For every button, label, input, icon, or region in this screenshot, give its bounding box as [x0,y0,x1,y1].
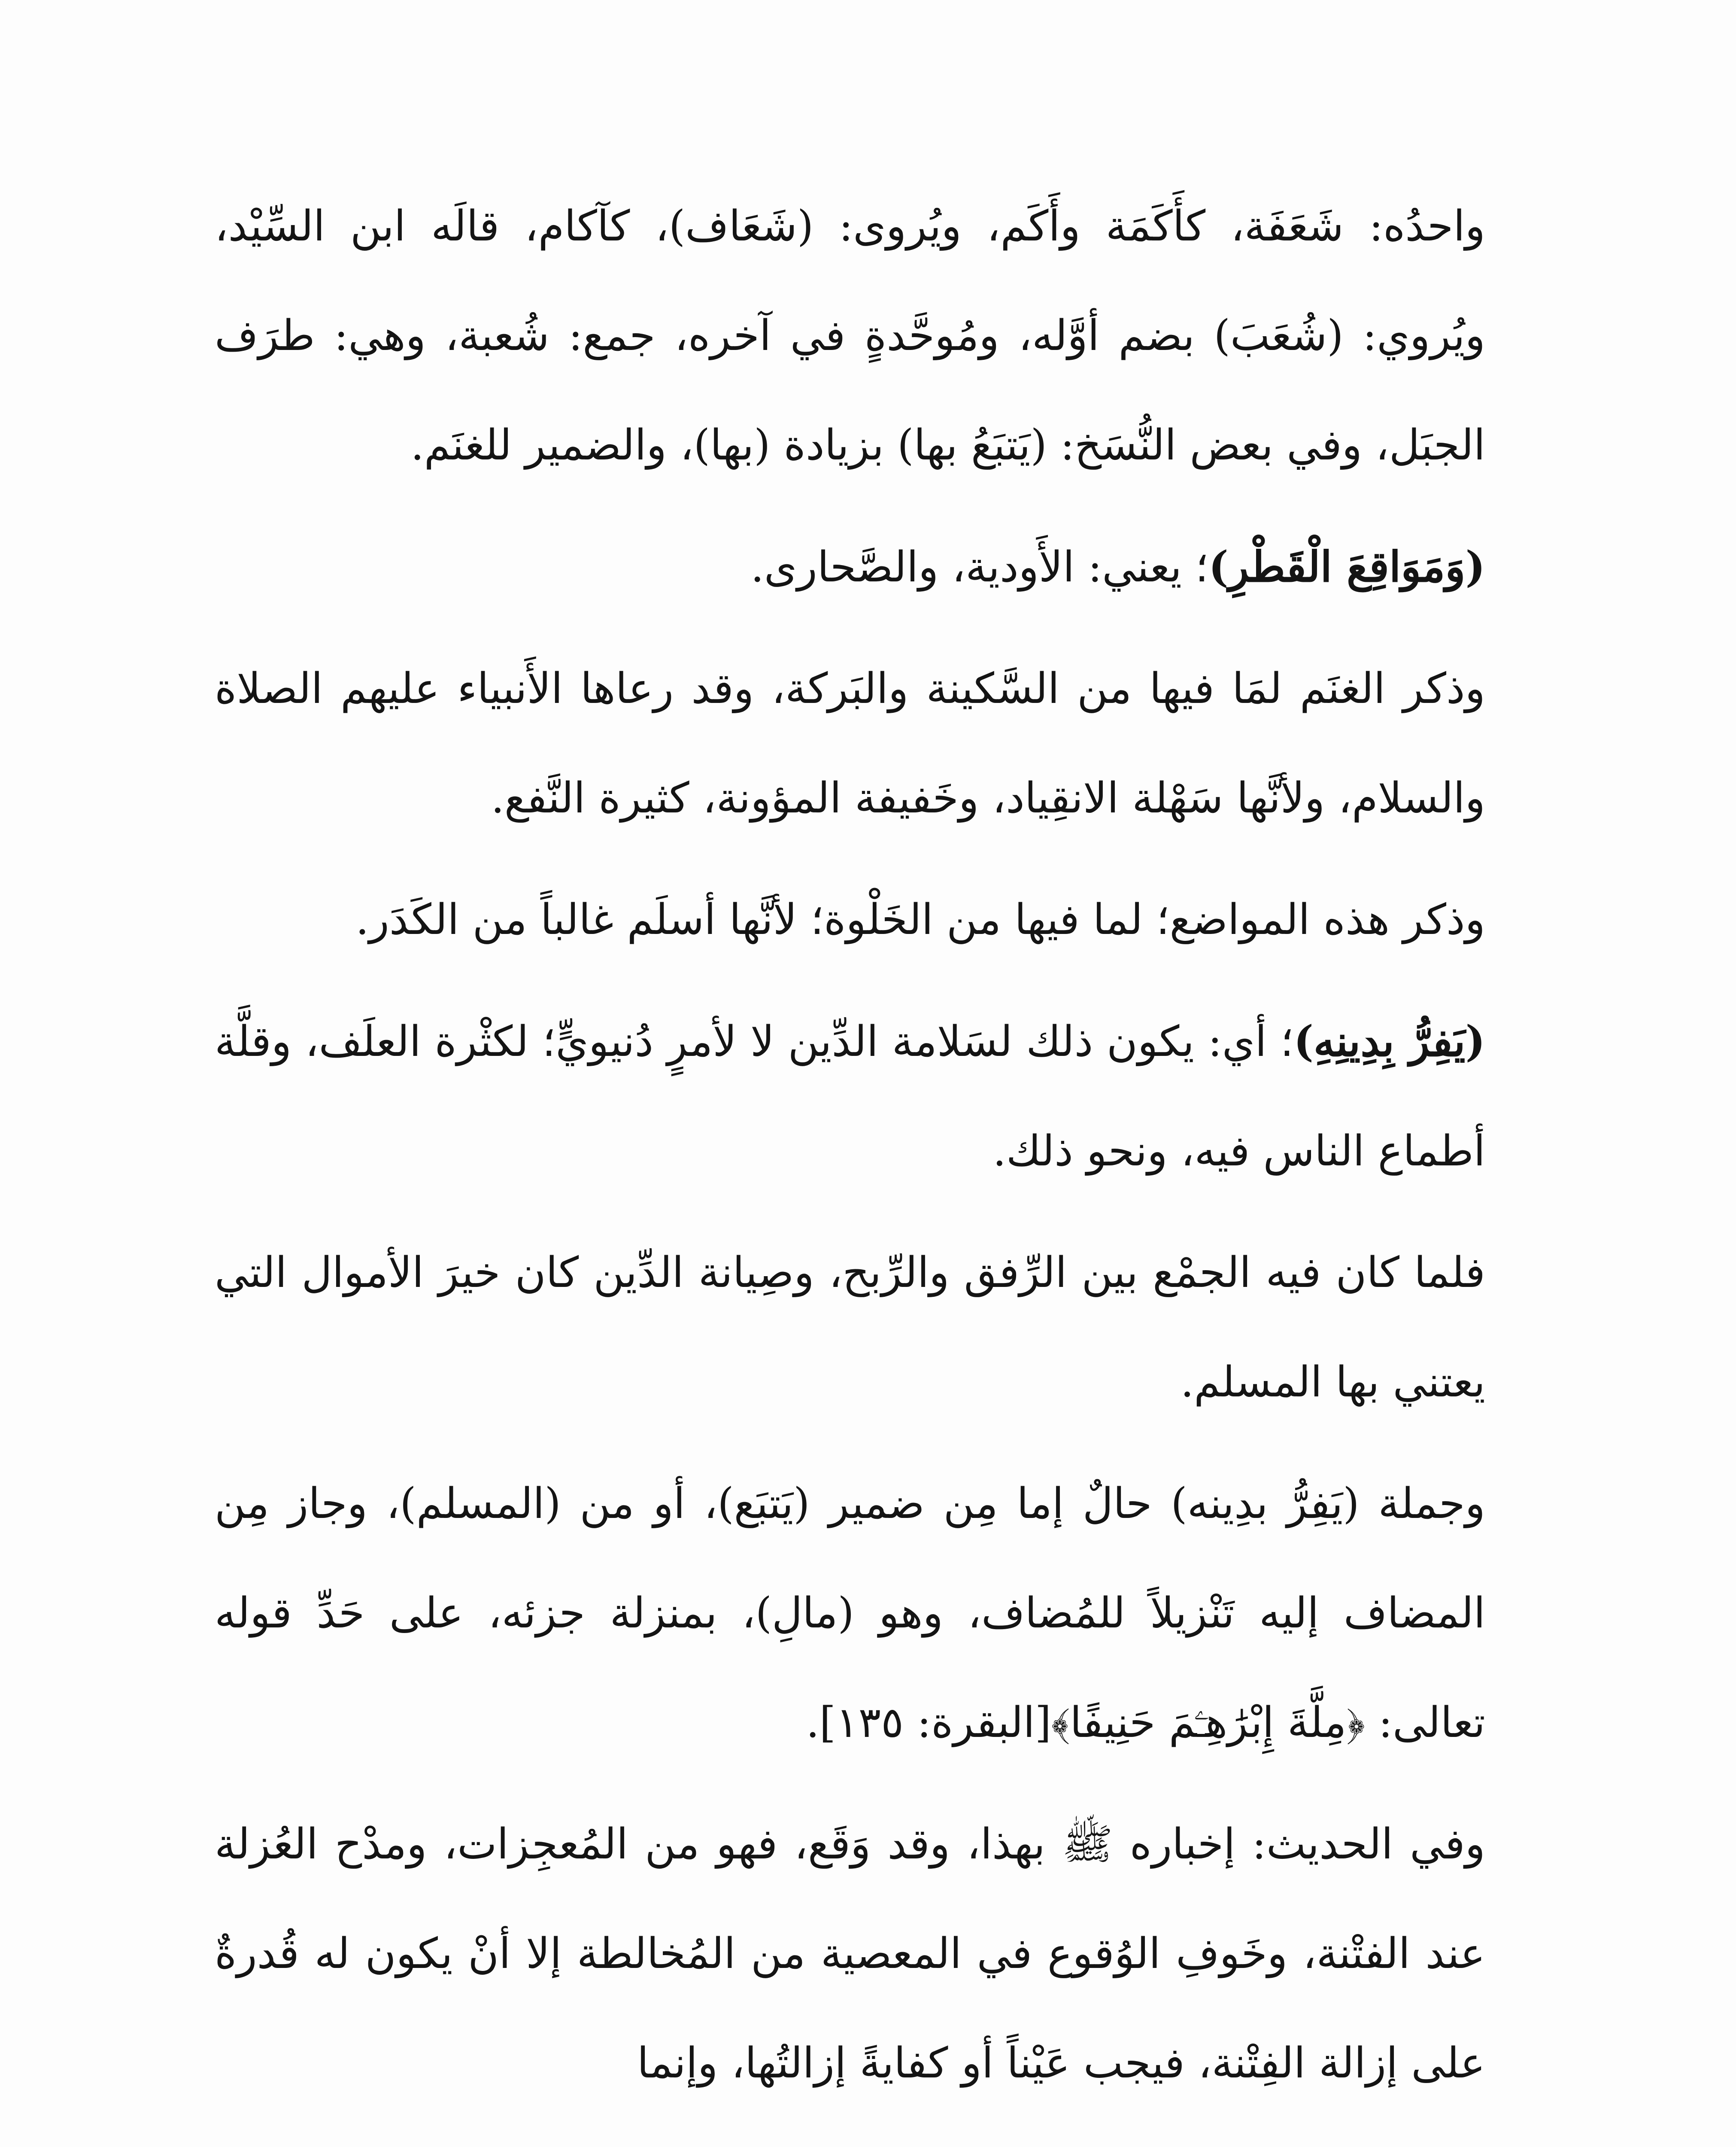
paragraph-7 [215,1449,1485,1778]
hadith-quote-lead: (يَفِرُّ بِدِينِهِ) [1293,1017,1486,1066]
paragraph-8 [215,1790,1485,2118]
paragraph-5-text: ؛ أي: يكون ذلك لسَلامة الدِّين لا لأمرٍ دُنيويٍّ؛ لكثْرة العلَف، وقلَّة أطماع الناس فيه، ونحو ذلك. [215,1017,1485,1176]
paragraph-5 [215,987,1485,1206]
paragraph-6 [215,1218,1485,1437]
paragraph-4-text: وذكر هذه المواضع؛ لما فيها من الخَلْوة؛ لأنَّها أسلَم غالباً من الكَدَر. [355,895,1485,944]
paragraph-1-text: واحدُه: شَعَفَة، كأَكَمَة وأَكَم، ويُروى: (شَعَاف)، كآكام، قالَه ابن السِّيْد، ويُروي: (شُعَبَ) بضم أوَّله، ومُوحَّدةٍ في آخره، جمع: شُعبة، وهي: طرَف الجبَل، وفي بعض النُّسَخ: (يَتبَعُ بها) بزيادة (بها)، والضمير للغنَم. [215,202,1485,470]
hadith-quote-lead: (وَمَوَاقِعَ الْقَطْرِ) [1208,542,1485,592]
paragraph-2 [215,512,1485,622]
paragraph-6-text: فلما كان فيه الجمْع بين الرِّفق والرِّبح، وصِيانة الدِّين كان خيرَ الأموال التي يعتني بها المسلم. [215,1248,1485,1407]
paragraph-3 [215,634,1485,853]
paragraph-8-text: وفي الحديث: إخباره ﷺ بهذا، وقد وَقَع، فهو من المُعجِزات، ومدْح العُزلة عند الفتْنة، وخَوفِ الوُقوع في المعصية من المُخالطة إلا أنْ يكون له قُدرةٌ على إزالة الفِتْنة، فيجب عَيْناً أو كفايةً إزالتُها، وإنما [215,1820,1485,2088]
paragraph-7-text: وجملة (يَفِرُّ بدِينه) حالٌ إما مِن ضمير (يَتبَع)، أو من (المسلم)، وجاز مِن المضاف إليه تَنْزيلاً للمُضاف، وهو (مالِ)، بمنزلة جزئه، على حَدِّ قوله تعالى: ﴿مِلَّةَ إِبْرَٰهِـۧمَ حَنِيفًا﴾[البقرة: ١٣٥]. [215,1479,1485,1747]
body-text [215,172,1485,2130]
paragraph-2-text: ؛ يعني: الأَودية، والصَّحارى. [750,543,1209,592]
paragraph-4 [215,865,1485,975]
paragraph-1 [215,172,1485,500]
paragraph-3-text: وذكر الغنَم لمَا فيها من السَّكينة والبَركة، وقد رعاها الأَنبياء عليهم الصلاة والسلام، ولأنَّها سَهْلة الانقِياد، وخَفيفة المؤونة، كثيرة النَّفع. [215,664,1485,823]
